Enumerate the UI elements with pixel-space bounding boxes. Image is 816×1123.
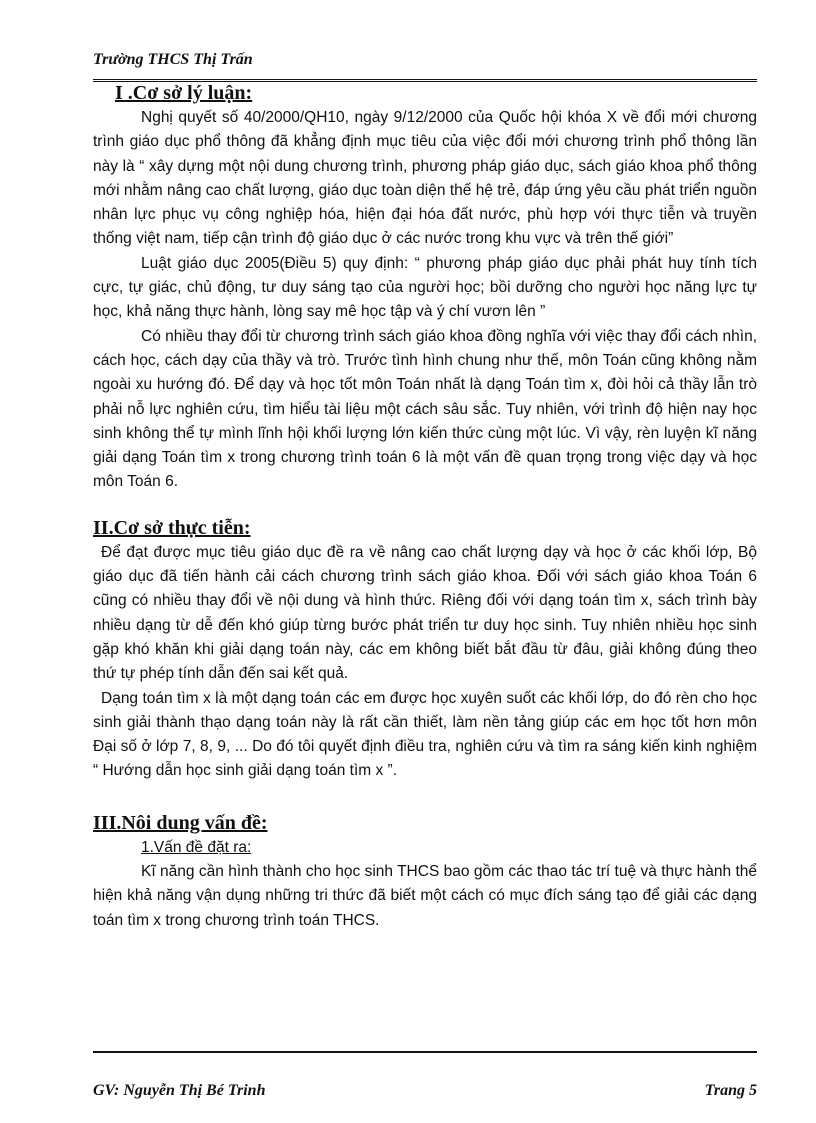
section-2-heading: II.Cơ sở thực tiễn: <box>93 516 251 539</box>
section-2-paragraph-1: Để đạt được mục tiêu giáo dục đề ra về nâng cao chất lượng dạy và học ở các khối lớp, Bộ giáo dục đã tiến hành cải cách chương trình sách giáo khoa. Đối với sách giáo khoa Toán 6 cũng có nhiều thay đổi về nội dung và hình thức. Riêng đối với dạng toán tìm x, sách trình bày nhiều dạng từ dễ đến khó giúp từng bước phát triển tư duy học sinh. Tuy nhiên nhiều học sinh gặp khó khăn khi giải dạng toán này, các em không biết bắt đầu từ đâu, giải không đúng theo thứ tự phép tính dẫn đến sai kết quả. <box>93 543 757 683</box>
section-3-subheading: 1.Vấn đề đặt ra: <box>141 838 252 856</box>
section-2-paragraph-2: Dạng toán tìm x là một dạng toán các em được học xuyên suốt các khối lớp, do đó rèn cho học sinh giải thành thạo dạng toán này là rất cần thiết, làm nền tảng giúp các em học tốt hơn môn Đại số ở lớp 7, 8, 9, ... Do đó tôi quyết định điều tra, nghiên cứu và tìm ra sáng kiến kinh nghiệm “ Hướng dẫn học sinh giải dạng toán tìm x ”. <box>93 689 757 780</box>
page-header: Trường THCS Thị Trấn <box>93 51 253 68</box>
footer-page-number: Trang 5 <box>704 1082 757 1099</box>
section-3-heading: III.Nôi dung vấn đề: <box>93 811 268 834</box>
document-body <box>93 80 757 933</box>
footer-author: GV: Nguyễn Thị Bé Trinh <box>93 1082 266 1099</box>
section-1-paragraph-2: Luật giáo dục 2005(Điều 5) quy định: “ phương pháp giáo dục phải phát huy tính tích cực, tự giác, chủ động, tư duy sáng tạo của người học; bồi dưỡng cho người học năng lực tự học, khả năng thực hành, lòng say mê học tập và ý chí vươn lên ” <box>93 254 757 321</box>
section-1-paragraph-3: Có nhiều thay đổi từ chương trình sách giáo khoa đồng nghĩa với việc thay đổi cách nhìn, cách học, cách dạy của thầy và trò. Trước tình hình chung như thế, môn Toán cũng không nằm ngoài xu hướng đó. Để dạy và học tốt môn Toán nhất là dạng Toán tìm x, đòi hỏi cả thầy lẫn trò phải nỗ lực nghiên cứu, tìm hiểu tài liệu một cách sâu sắc. Tuy nhiên, với trình độ hiện nay học sinh không thể tự mình lĩnh hội khối lượng lớn kiến thức cùng một lúc. Vì vậy, rèn luyện kĩ năng giải dạng Toán tìm x trong chương trình toán 6 là một vấn đề quan trọng trong việc dạy và học môn Toán 6. <box>93 327 757 491</box>
footer-rule <box>93 1051 757 1053</box>
section-1-heading: I .Cơ sở lý luận: <box>115 82 253 104</box>
section-3-paragraph-1: Kĩ năng cần hình thành cho học sinh THCS bao gồm các thao tác trí tuệ và thực hành thể hiện khả năng vận dụng những tri thức đã biết một cách có mục đích sáng tạo để giải các dạng toán tìm x trong chương trình toán THCS. <box>93 863 757 929</box>
section-1-paragraph-1: Nghị quyết số 40/2000/QH10, ngày 9/12/2000 của Quốc hội khóa X về đổi mới chương trình giáo dục phổ thông đã khẳng định mục tiêu của việc đổi mới chương trình phổ thông lần này là “ xây dựng một nội dung chương trình, phương pháp giáo dục, sách giáo khoa phổ thông mới nhằm nâng cao chất lượng, giáo dục toàn diện thế hệ trẻ, đáp ứng yêu cầu phát triển nguồn nhân lực phục vụ công nghiệp hóa, hiện đại hóa đất nước, phù hợp với thực tiễn và truyền thống việt nam, tiếp cận trình độ giáo dục ở các nước trong khu vực và trên thế giới” <box>93 109 757 248</box>
